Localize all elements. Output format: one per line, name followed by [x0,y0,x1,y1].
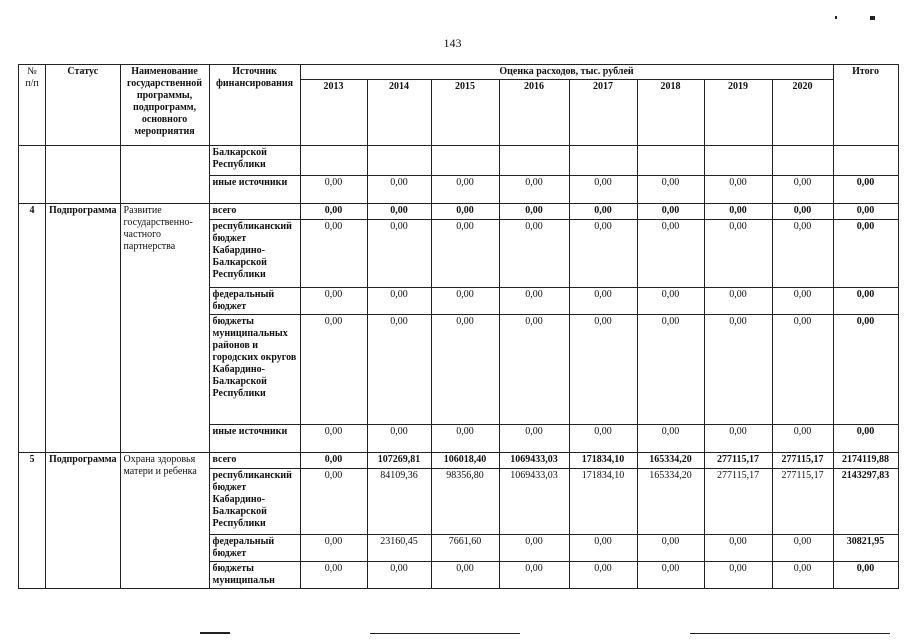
value-cell: 0,00 [367,425,431,453]
value-cell: 0,00 [367,288,431,315]
value-cell: 0,00 [772,425,833,453]
value-cell [499,146,569,176]
value-cell: 0,00 [569,535,637,562]
value-cell: 165334,20 [637,469,704,535]
value-cell: 277115,17 [704,453,772,469]
name-cell: Развитие государственно-частного партнерства [120,204,209,453]
value-cell [367,146,431,176]
source-cell: республиканский бюджет Кабардино-Балкарской Республики [209,469,300,535]
header-year: 2017 [569,80,637,146]
value-cell: 0,00 [300,562,367,589]
value-cell: 0,00 [300,220,367,288]
value-cell: 84109,36 [367,469,431,535]
value-cell: 98356,80 [431,469,499,535]
value-cell: 0,00 [772,220,833,288]
value-cell: 23160,45 [367,535,431,562]
header-estimate: Оценка расходов, тыс. рублей [300,65,833,80]
value-cell: 0,00 [704,288,772,315]
total-cell: 30821,95 [833,535,898,562]
value-cell: 0,00 [772,535,833,562]
status-cell: Подпрограмма [46,453,121,589]
value-cell: 0,00 [300,315,367,425]
value-cell: 0,00 [431,288,499,315]
value-cell [704,146,772,176]
header-name: Наименование государственной программы, подпрограмм, основного мероприятия [120,65,209,146]
status-cell: Подпрограмма [46,204,121,453]
header-status: Статус [46,65,121,146]
header-num: № п/п [19,65,46,146]
total-cell: 2143297,83 [833,469,898,535]
scan-mark [370,633,520,634]
value-cell: 0,00 [637,315,704,425]
value-cell: 0,00 [367,176,431,204]
value-cell [637,146,704,176]
value-cell: 0,00 [637,562,704,589]
page-number: 143 [443,36,462,50]
source-cell: федеральный бюджет [209,535,300,562]
value-cell: 0,00 [772,288,833,315]
value-cell: 0,00 [499,562,569,589]
value-cell [300,146,367,176]
value-cell: 0,00 [704,535,772,562]
value-cell: 277115,17 [704,469,772,535]
value-cell: 0,00 [637,288,704,315]
value-cell: 1069433,03 [499,469,569,535]
value-cell: 0,00 [300,453,367,469]
value-cell: 0,00 [499,288,569,315]
source-cell: иные источники [209,425,300,453]
source-cell: Балкарской Республики [209,146,300,176]
scan-mark [690,633,890,634]
value-cell: 0,00 [569,315,637,425]
header-year: 2019 [704,80,772,146]
source-cell: федеральный бюджет [209,288,300,315]
scan-mark [835,16,837,19]
value-cell: 0,00 [499,204,569,220]
budget-table-wrapper [18,64,899,589]
value-cell: 0,00 [569,176,637,204]
total-cell: 2174119,88 [833,453,898,469]
source-cell: всего [209,204,300,220]
header-year: 2015 [431,80,499,146]
value-cell: 0,00 [569,220,637,288]
value-cell: 0,00 [431,315,499,425]
total-cell: 0,00 [833,288,898,315]
value-cell: 0,00 [431,176,499,204]
header-year: 2018 [637,80,704,146]
total-cell [833,146,898,176]
value-cell: 0,00 [300,535,367,562]
name-cell: Охрана здоровья матери и ребенка [120,453,209,589]
value-cell: 0,00 [431,204,499,220]
value-cell: 0,00 [704,425,772,453]
value-cell: 0,00 [637,176,704,204]
num-cell: 4 [19,204,46,453]
value-cell: 1069433,03 [499,453,569,469]
value-cell: 0,00 [300,425,367,453]
value-cell: 0,00 [300,204,367,220]
value-cell [772,146,833,176]
header-year: 2016 [499,80,569,146]
value-cell: 0,00 [499,535,569,562]
name-cell [120,146,209,204]
budget-table [18,64,899,589]
value-cell: 0,00 [300,288,367,315]
total-cell: 0,00 [833,220,898,288]
value-cell: 0,00 [499,315,569,425]
value-cell: 0,00 [704,315,772,425]
value-cell: 0,00 [704,204,772,220]
value-cell: 0,00 [367,220,431,288]
value-cell: 277115,17 [772,453,833,469]
value-cell: 0,00 [569,425,637,453]
status-cell [46,146,121,204]
value-cell: 0,00 [704,220,772,288]
value-cell: 0,00 [637,535,704,562]
value-cell [431,146,499,176]
value-cell: 171834,10 [569,469,637,535]
total-cell: 0,00 [833,204,898,220]
value-cell: 0,00 [704,562,772,589]
value-cell: 106018,40 [431,453,499,469]
value-cell: 0,00 [367,315,431,425]
value-cell: 277115,17 [772,469,833,535]
value-cell: 0,00 [637,220,704,288]
source-cell: всего [209,453,300,469]
source-cell: бюджеты муниципальн [209,562,300,589]
header-year: 2014 [367,80,431,146]
source-cell: бюджеты муниципальных районов и городских округов Кабардино-Балкарской Республики [209,315,300,425]
value-cell: 0,00 [637,425,704,453]
scan-mark [870,16,875,20]
table-row [19,146,899,176]
value-cell: 0,00 [772,315,833,425]
table-row [19,453,899,469]
value-cell: 0,00 [499,220,569,288]
value-cell: 107269,81 [367,453,431,469]
value-cell: 0,00 [772,176,833,204]
value-cell: 171834,10 [569,453,637,469]
value-cell: 0,00 [569,204,637,220]
header-total: Итого [833,65,898,146]
header-year: 2013 [300,80,367,146]
value-cell [569,146,637,176]
value-cell: 165334,20 [637,453,704,469]
value-cell: 0,00 [431,425,499,453]
value-cell: 0,00 [300,469,367,535]
value-cell: 0,00 [772,562,833,589]
header-year: 2020 [772,80,833,146]
value-cell: 0,00 [499,425,569,453]
total-cell: 0,00 [833,176,898,204]
source-cell: республиканский бюджет Кабардино-Балкарской Республики [209,220,300,288]
total-cell: 0,00 [833,425,898,453]
scan-mark [200,632,230,634]
value-cell: 0,00 [367,204,431,220]
value-cell: 0,00 [367,562,431,589]
total-cell: 0,00 [833,562,898,589]
value-cell: 7661,60 [431,535,499,562]
value-cell: 0,00 [569,562,637,589]
source-cell: иные источники [209,176,300,204]
total-cell: 0,00 [833,315,898,425]
value-cell: 0,00 [569,288,637,315]
header-source: Источник финансирования [209,65,300,146]
value-cell: 0,00 [637,204,704,220]
value-cell: 0,00 [772,204,833,220]
num-cell [19,146,46,204]
value-cell: 0,00 [704,176,772,204]
value-cell: 0,00 [499,176,569,204]
table-row [19,204,899,220]
value-cell: 0,00 [431,220,499,288]
num-cell: 5 [19,453,46,589]
value-cell: 0,00 [431,562,499,589]
value-cell: 0,00 [300,176,367,204]
